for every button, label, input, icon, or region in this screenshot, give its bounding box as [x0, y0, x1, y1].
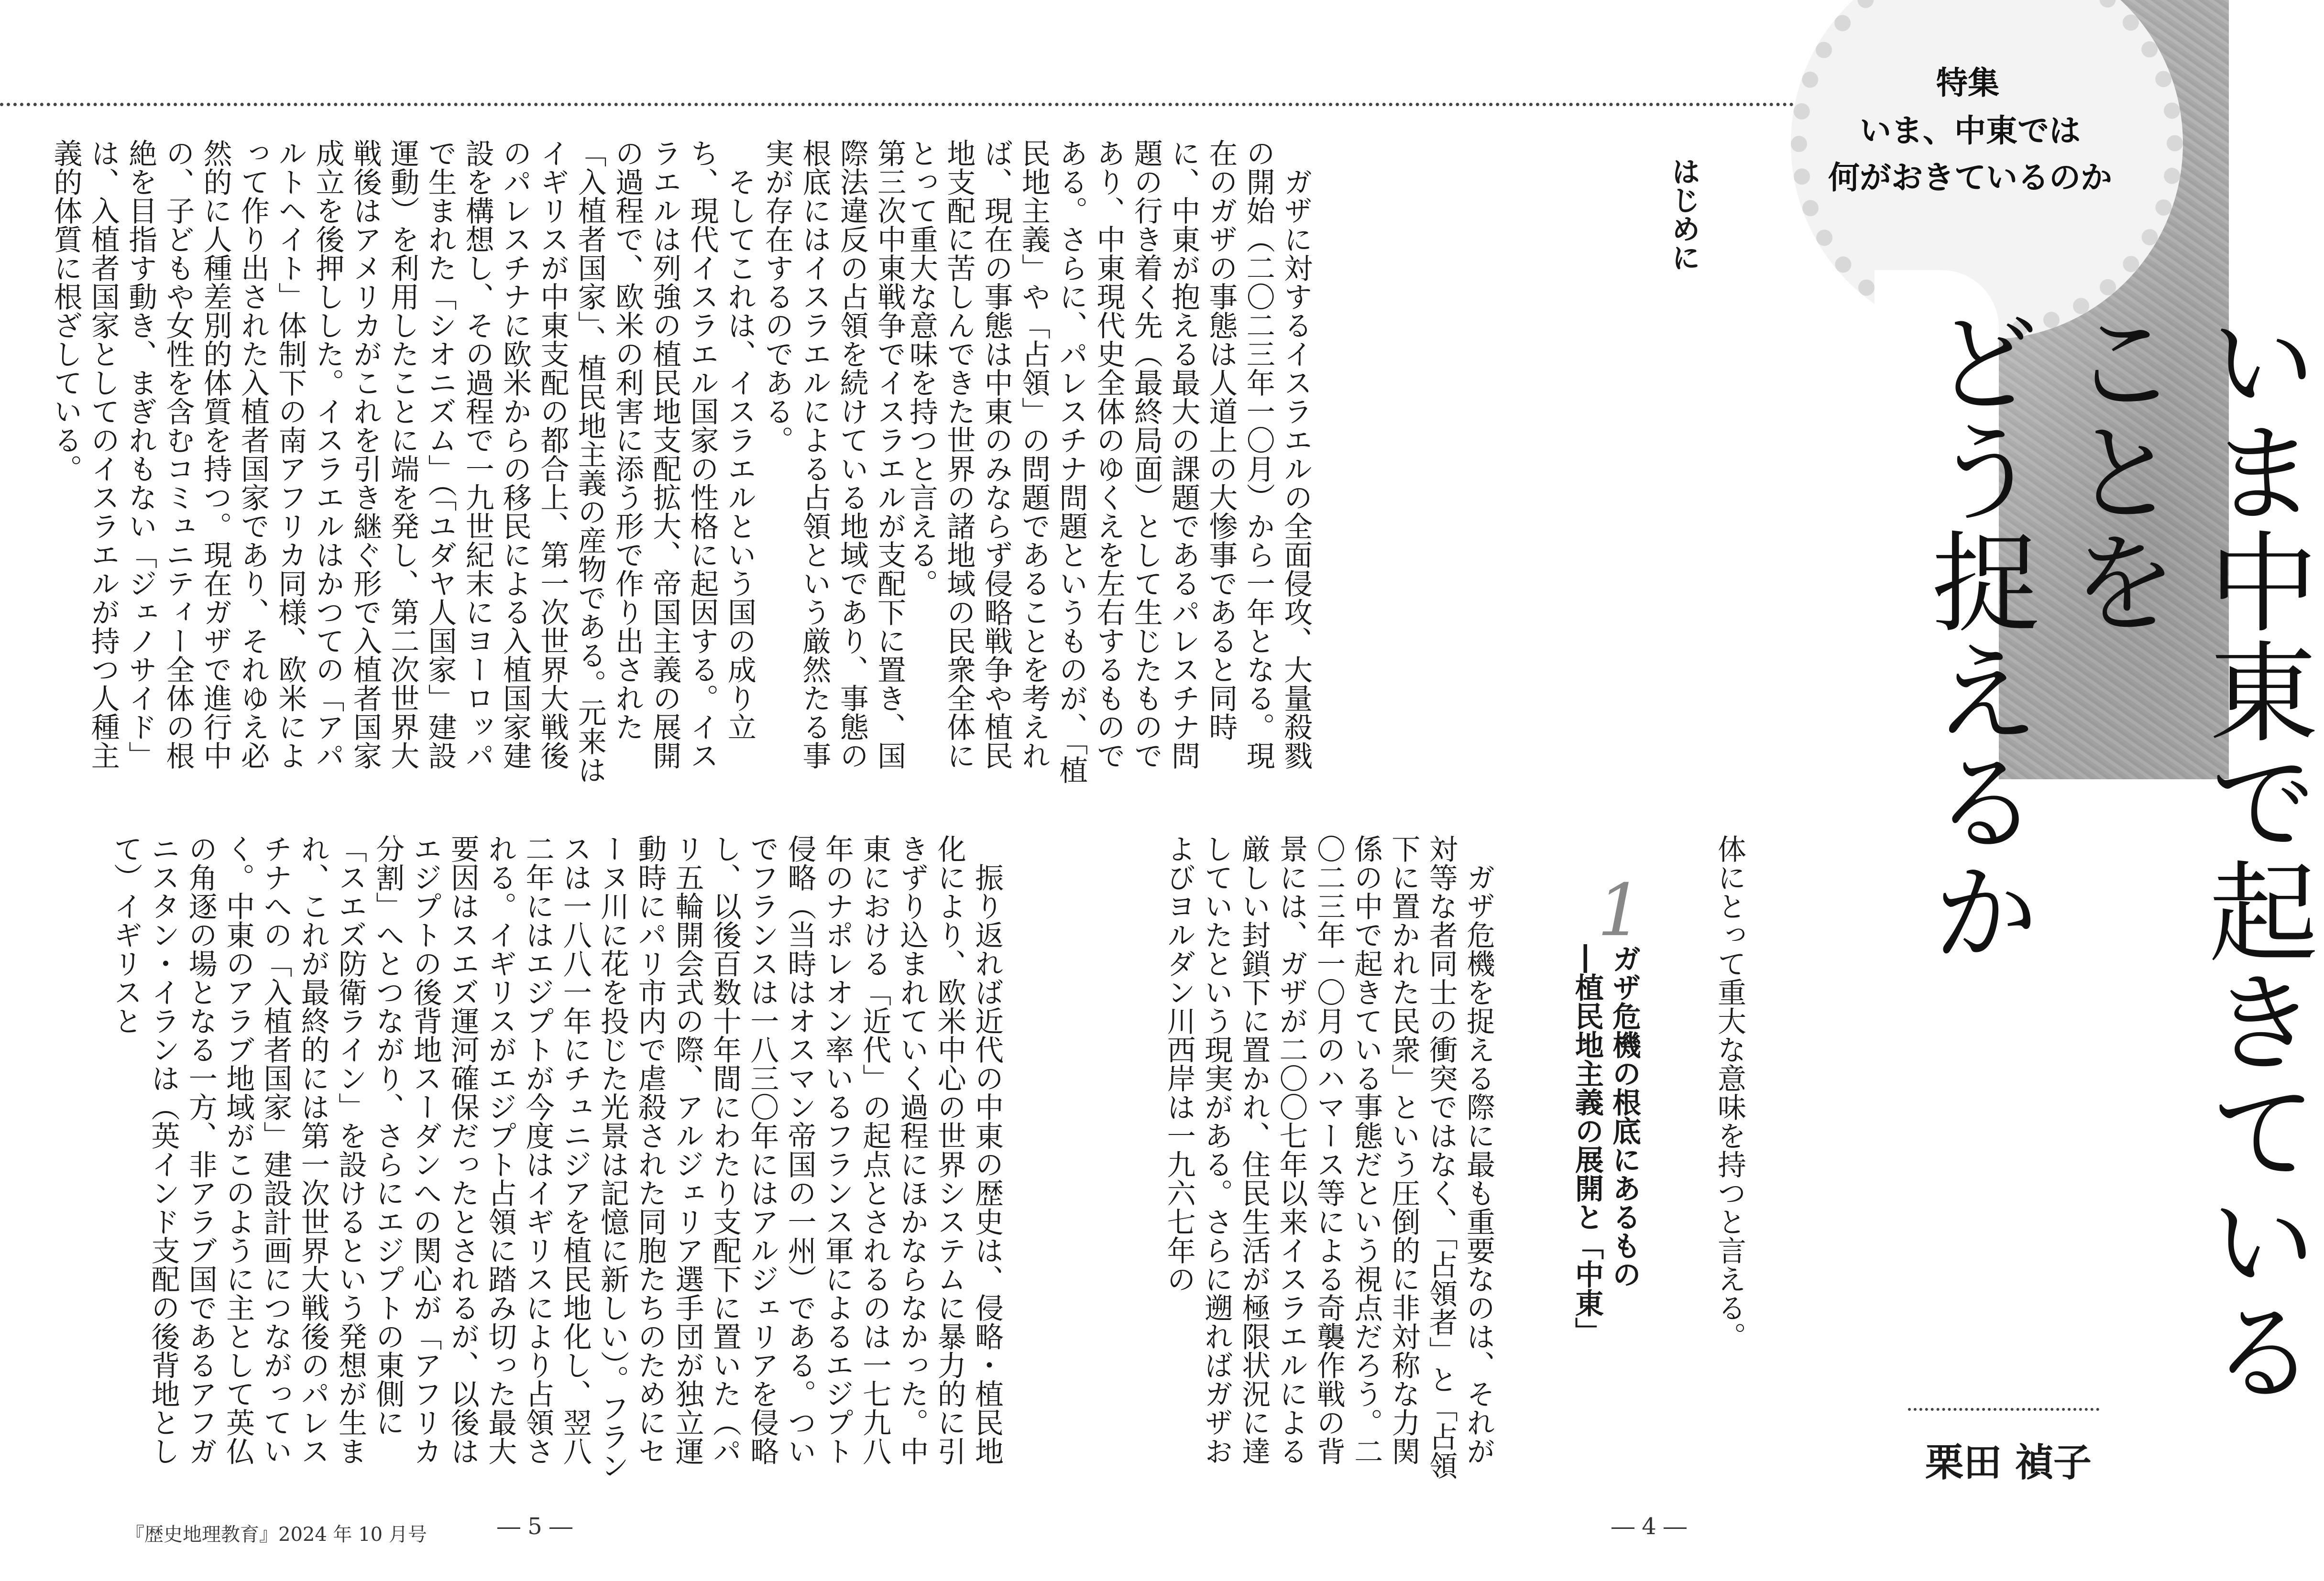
- page5-paragraph-b: そしてこれは、イスラエルという国の成り立ち、現代イスラエル国家の性格に起因する。イスラエルは列強の植民地支配拡大、帝国主義の展開の過程で、欧米の利害に添う形で作り出された「入植者国家」、植民地主義の産物である。元来はイギリスが中東支配の都合上、第一次世界大戦後のパレスチナに欧米からの移民による入植国家建設を構想し、その過程で一九世紀末にヨーロッパで生まれた「シオニズム」（「ユダヤ人国家」建設運動）を利用したことに端を発し、第二次世界大戦後はアメリカがこれを引き継ぐ形で入植者国家成立を後押しした。イスラエルはかつての「アパルトヘイト」体制下の南アフリカ同様、欧米によって作り出された入植者国家であり、それゆえ必然的に人種差別的体質を持つ。現在ガザで進行中の、子どもや女性を含むコミュニティー全体の根絶を目指す動き、まぎれもない「ジェノサイド」は、入植者国家としてのイスラエルが持つ人種主義的体質に根ざしている。: [49, 139, 756, 784]
- top-dotted-rule: [0, 103, 1875, 106]
- section-title-line2: ―植民地主義の展開と「中東」: [1570, 944, 1604, 1346]
- section-title: [1568, 944, 1643, 1422]
- intro-tail-text: 体にとって重大な意味を持つと言える。: [1713, 834, 1746, 1351]
- author-name: 栗田 禎子: [1925, 1440, 2092, 1485]
- journal-footer: 『歴史地理教育』2024 年 10 月号: [125, 1524, 427, 1546]
- feature-title-line2: 何がおきているのか: [1828, 159, 2112, 196]
- article-title-line1: いま中東で起きていることを: [2052, 306, 2318, 1406]
- intro-tail: [1691, 834, 1748, 1484]
- page-number-left: ― 5 ―: [497, 1513, 573, 1540]
- page5-lower-body: [109, 834, 1006, 1484]
- section-title-line1: ガザ危機の根底にあるもの: [1608, 944, 1641, 1288]
- intro-paragraph: ガザに対するイスラエルの全面侵攻、大量殺戮の開始（二〇二三年一〇月）から一年となる。現在のガザの事態は人道上の大惨事であると同時に、中東が抱える最大の課題であるパレスチナ問題の行き着く先（最終局面）として生じたものであり、中東現代史全体のゆくえを左右するものである。さらに、パレスチナ問題というものが、「植民地主義」や「占領」の問題であることを考えれば、現在の事態は中東のみならず侵略戦争や植民地支配に苦しんできた世界の諸地域の民衆全体にとって重大な意味を持つと言える。: [905, 139, 1313, 784]
- page-number-right: ― 4 ―: [1611, 1513, 1687, 1540]
- feature-label: 特集: [1936, 65, 1999, 101]
- intro-heading: はじめに: [1667, 157, 1700, 272]
- page5-paragraph-a: 第三次中東戦争でイスラエルが支配下に置き、国際法違反の占領を続けている地域であり、事態の根底にはイスラエルによる占領という厳然たる事実が存在するのである。: [760, 139, 906, 770]
- section1-paragraph: ガザ危機を捉える際に最も重要なのは、それが対等な者同士の衝突ではなく、「占領者」と「占領下に置かれた民衆」という圧倒的に非対称な力関係の中で起きている事態だという視点だろう。二〇二三年一〇月のハマース等による奇襲作戦の背景には、ガザが二〇〇七年以来イスラエルによる厳しい封鎖下に置かれ、住民生活が極限状況に達していたという現実がある。さらに遡ればガザおよびヨルダン川西岸は一九六七年の: [1162, 834, 1495, 1480]
- section1-body: [1091, 834, 1497, 1484]
- article-title: [1908, 306, 2324, 1406]
- page5-paragraph-c: 振り返れば近代の中東の歴史は、侵略・植民地化により、欧米中心の世界システムに暴力的に引きずり込まれていく過程にほかならなかった。中東における「近代」の起点とされるのは一七九八年のナポレオン率いるフランス軍によるエジプト侵略（当時はオスマン帝国の一州）である。ついでフランスは一八三〇年にはアルジェリアを侵略し、以後百数十年間にわたり支配下に置いた（パリ五輪開会式の際、アルジェリア選手団が独立運動時にパリ市内で虐殺された同胞たちのためにセーヌ川に花を投じた光景は記憶に新しい）。フランスは一八八一年にチュニジアを植民地化し、翌八二年にはエジプトが今度はイギリスにより占領される。イギリスがエジプト占領に踏み切った最大要因はスエズ運河確保だったとされるが、以後はエジプトの後背地スーダンへの関心が「アフリカ分割」へとつながり、さらにエジプトの東側に「スエズ防衛ライン」を設けるという発想が生まれ、これが最終的には第一次世界大戦後のパレスチナへの「入植者国家」建設計画につながっていく。中東のアラブ地域がこのように主として英仏の角逐の場となる一方、非アラブ国であるアフガニスタン・イランは（英インド支配の後背地として）イギリスと: [109, 834, 1004, 1480]
- article-title-line2: どう捉えるか: [1914, 306, 2041, 966]
- feature-title: [1808, 108, 2133, 201]
- section-number: 1: [1597, 869, 1643, 952]
- feature-title-line1: いま、中東では: [1860, 112, 2081, 149]
- page5-upper-body: [49, 139, 908, 791]
- author-rule: [1908, 1408, 2099, 1411]
